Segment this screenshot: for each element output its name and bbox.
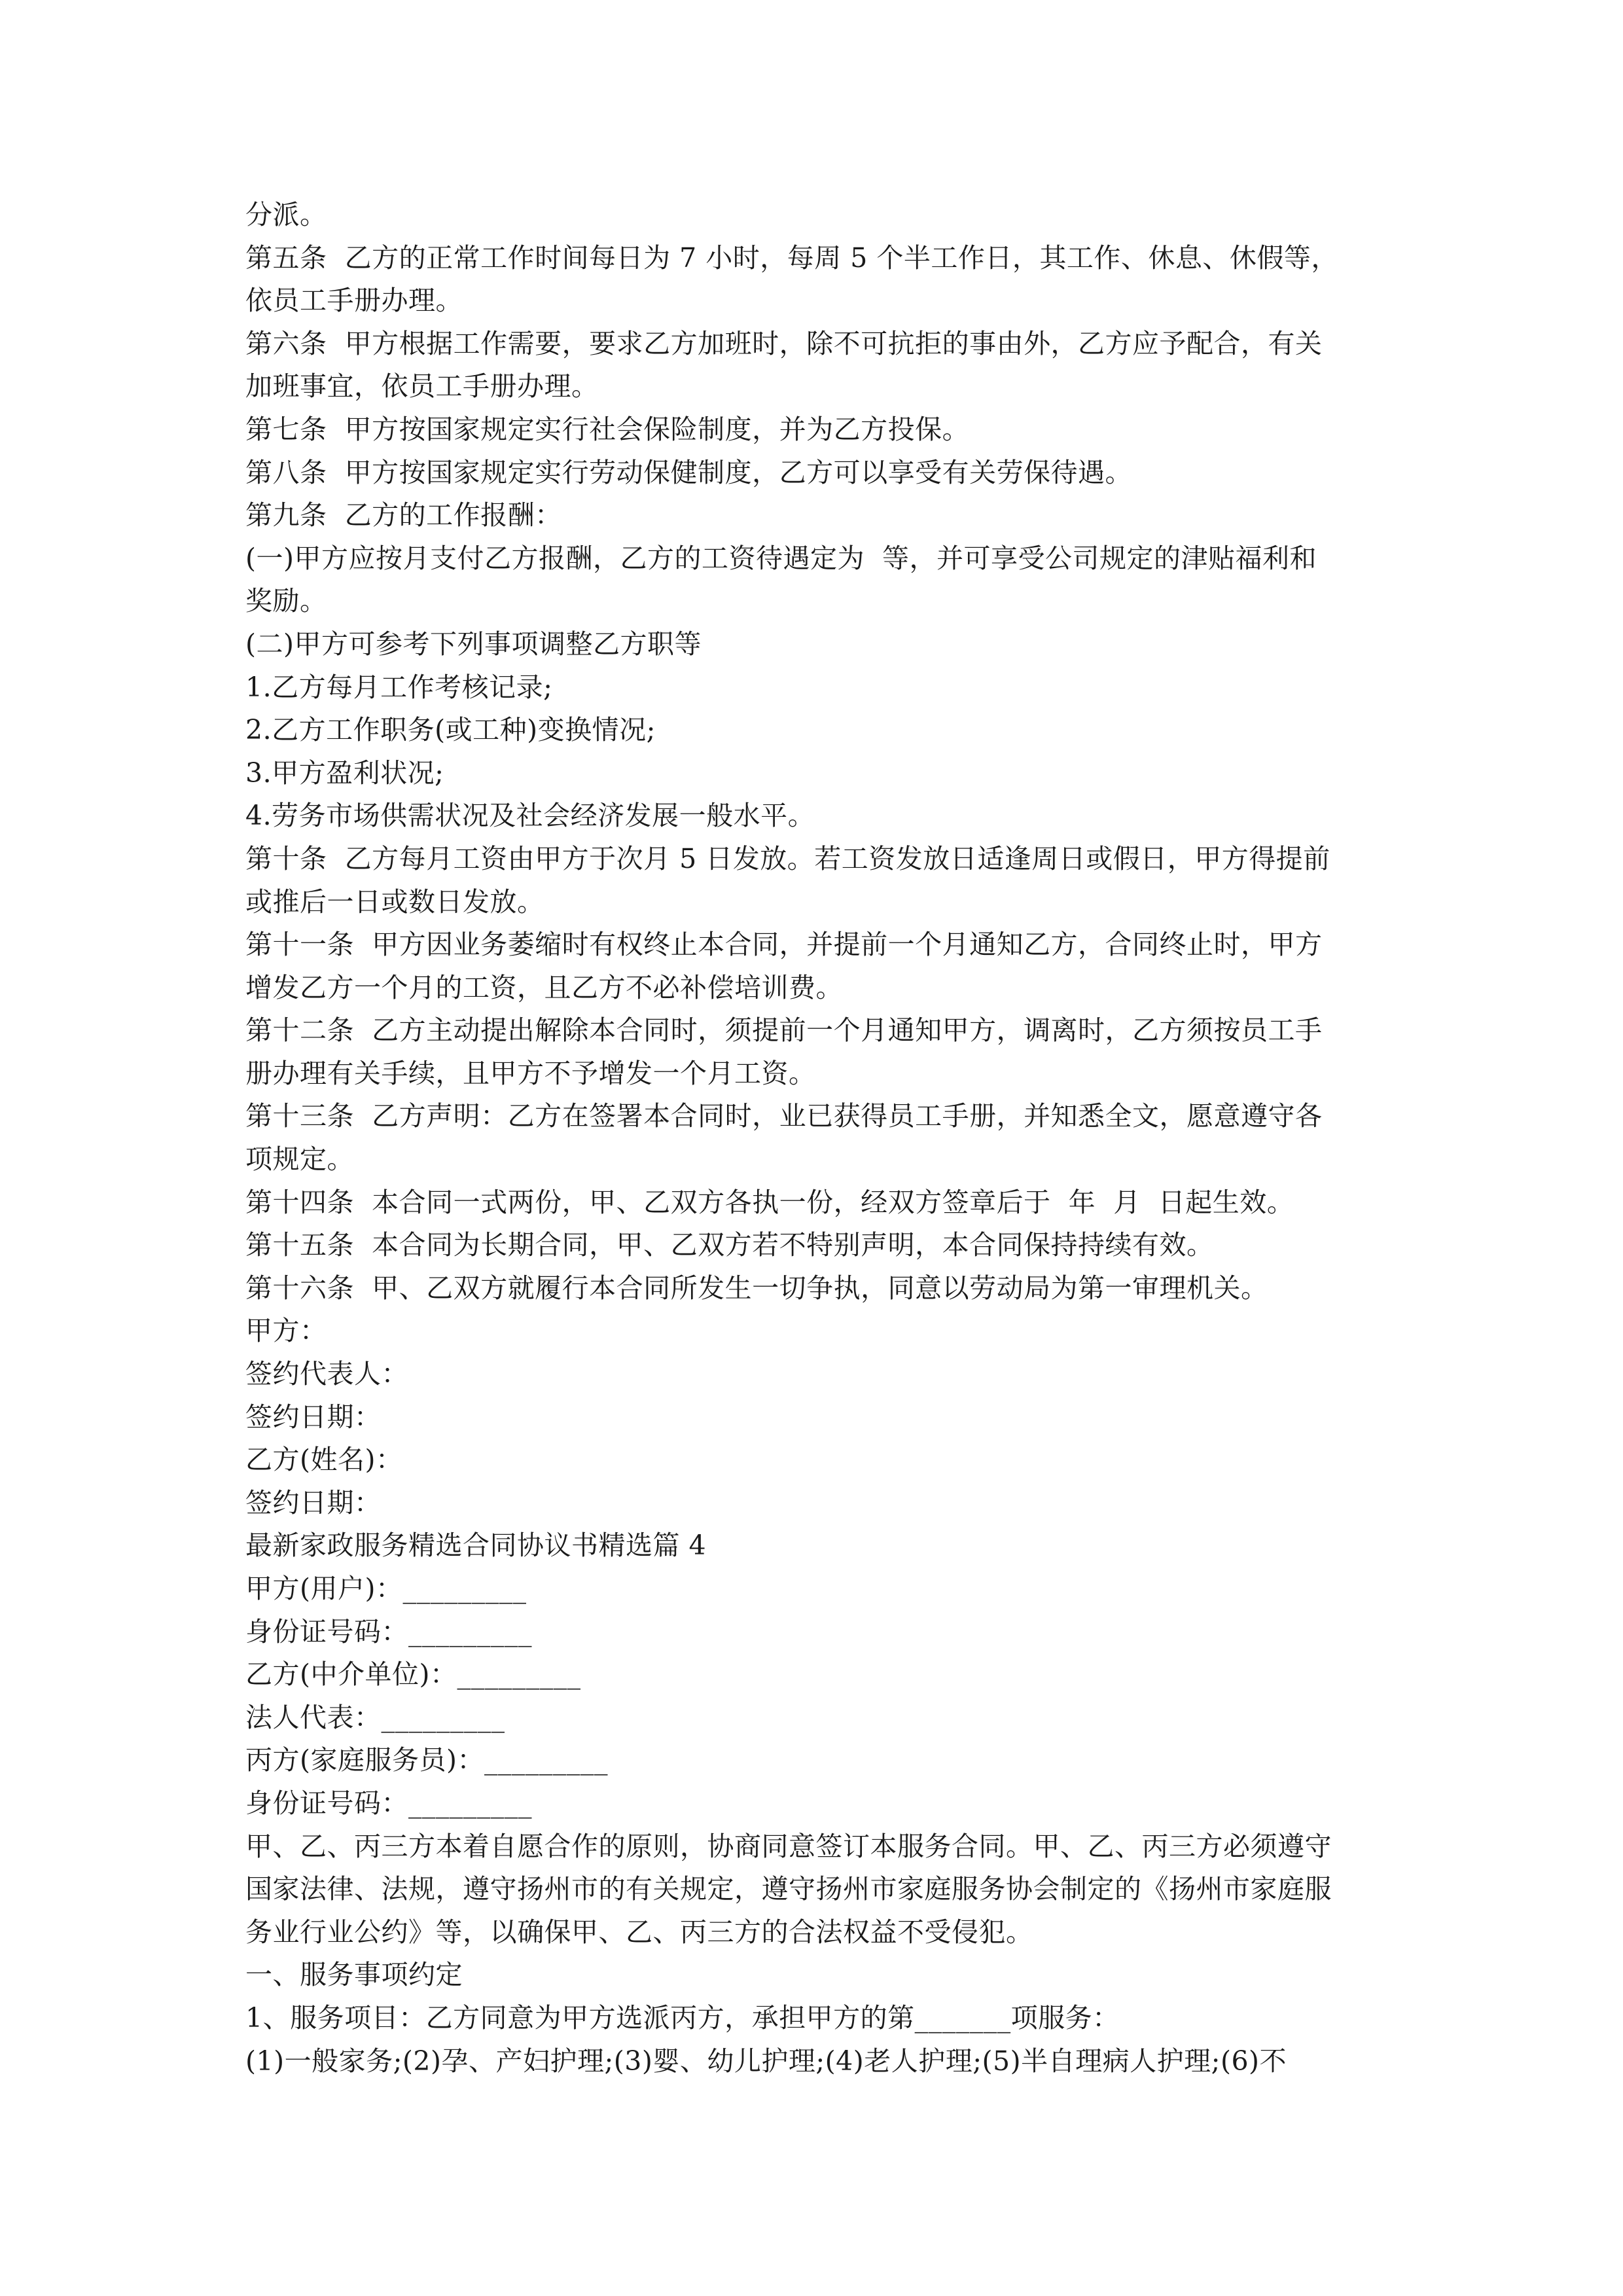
section-title: 最新家政服务精选合同协议书精选篇 4 [245,1530,707,1562]
text-line: 第十一条 甲方因业务萎缩时有权终止本合同，并提前一个月通知乙方，合同终止时，甲方 [245,929,1323,961]
text-line: 分派。 [245,199,327,230]
text-line: 1.乙方每月工作考核记录; [245,671,553,703]
text-line: (一)甲方应按月支付乙方报酬，乙方的工资待遇定为 等，并可享受公司规定的津贴福利和 [245,542,1317,574]
text-line: 签约代表人： [245,1358,408,1390]
text-line: 增发乙方一个月的工资，且乙方不必补偿培训费。 [245,971,843,1003]
text-line: 甲方(用户)：_________ [245,1573,527,1604]
text-line: 3.甲方盈利状况; [245,757,444,789]
text-line: 第八条 甲方按国家规定实行劳动保健制度，乙方可以享受有关劳保待遇。 [245,456,1133,488]
text-line: 乙方(姓名)： [245,1444,403,1476]
text-line: 签约日期： [245,1486,382,1518]
text-line: 法人代表：_________ [245,1701,505,1733]
text-line: 依员工手册办理。 [245,285,463,317]
section-heading: 一、服务事项约定 [245,1959,463,1991]
text-line: 甲、乙、丙三方本着自愿合作的原则，协商同意签订本服务合同。甲、乙、丙三方必须遵守 [245,1830,1332,1862]
text-line: 第十五条 本合同为长期合同，甲、乙双方若不特别声明，本合同保持持续有效。 [245,1229,1214,1261]
text-line: 册办理有关手续，且甲方不予增发一个月工资。 [245,1057,816,1089]
text-line: (1)一般家务;(2)孕、产妇护理;(3)婴、幼儿护理;(4)老人护理;(5)半自理病人护理;(6)不 [245,2045,1287,2077]
text-line: 国家法律、法规，遵守扬州市的有关规定，遵守扬州市家庭服务协会制定的《扬州市家庭服 [245,1873,1332,1905]
text-line: 1、服务项目：乙方同意为甲方选派丙方，承担甲方的第_______项服务： [245,2001,1120,2034]
text-line: 第十条 乙方每月工资由甲方于次月 5 日发放。若工资发放日适逢周日或假日，甲方得提前 [245,842,1330,874]
text-line: (二)甲方可参考下列事项调整乙方职等 [245,628,702,660]
text-line: 第十二条 乙方主动提出解除本合同时，须提前一个月通知甲方，调离时，乙方须按员工手 [245,1014,1323,1047]
text-line: 4.劳务市场供需状况及社会经济发展一般水平。 [245,800,815,832]
document-body [245,194,1384,2083]
text-line: 第七条 甲方按国家规定实行社会保险制度，并为乙方投保。 [245,413,970,445]
text-line: 第五条 乙方的正常工作时间每日为 7 小时，每周 5 个半工作日，其工作、休息、休假等， [245,242,1338,274]
text-line: 第十三条 乙方声明：乙方在签署本合同时，业已获得员工手册，并知悉全文，愿意遵守各 [245,1100,1323,1132]
text-line: 务业行业公约》等，以确保甲、乙、丙三方的合法权益不受侵犯。 [245,1916,1033,1948]
text-line: 乙方(中介单位)：_________ [245,1659,581,1691]
text-line: 签约日期： [245,1401,382,1433]
text-line: 第十四条 本合同一式两份，甲、乙双方各执一份，经双方签章后于 年 月 日起生效。 [245,1186,1294,1218]
text-line: 身份证号码：_________ [245,1787,532,1819]
text-line: 第十六条 甲、乙双方就履行本合同所发生一切争执，同意以劳动局为第一审理机关。 [245,1272,1268,1304]
text-line: 2.乙方工作职务(或工种)变换情况; [245,714,656,746]
text-line: 第六条 甲方根据工作需要，要求乙方加班时，除不可抗拒的事由外，乙方应予配合，有关 [245,327,1323,359]
text-line: 加班事宜，依员工手册办理。 [245,370,599,403]
text-line: 身份证号码：_________ [245,1615,532,1647]
text-line: 丙方(家庭服务员)：_________ [245,1744,608,1776]
text-line: 甲方： [245,1315,327,1347]
text-line: 奖励。 [245,585,327,617]
text-line: 项规定。 [245,1143,354,1175]
text-line: 或推后一日或数日发放。 [245,886,544,918]
text-line: 第九条 乙方的工作报酬： [245,499,562,531]
